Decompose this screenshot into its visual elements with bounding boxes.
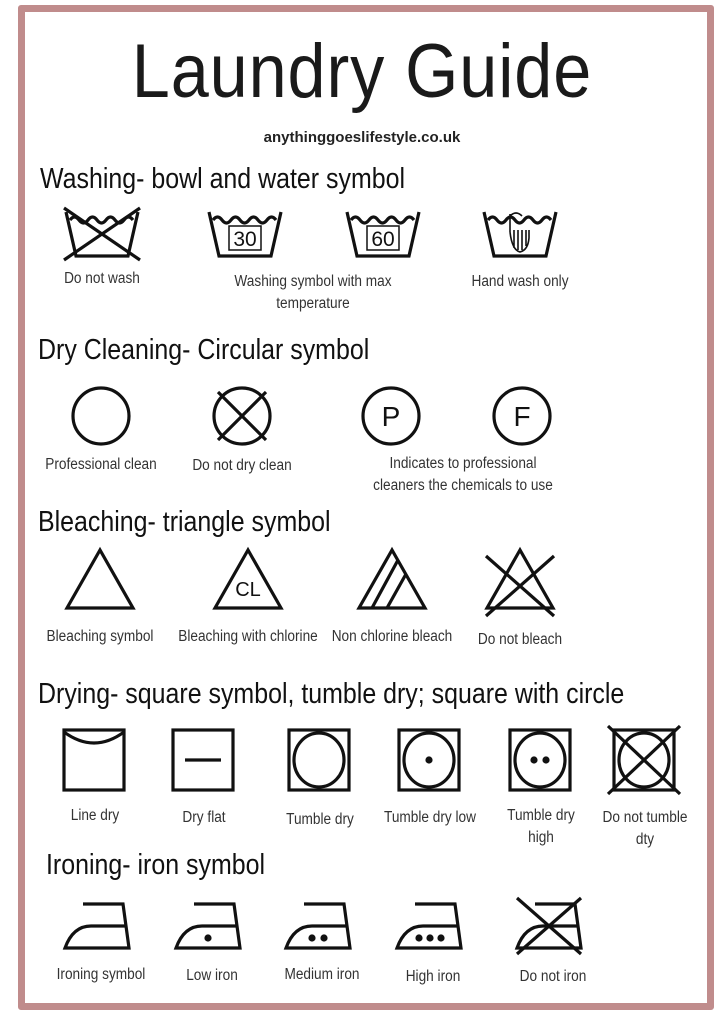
iron-2dot-icon	[282, 898, 362, 967]
symbol-label: Tumble dry high	[507, 807, 575, 846]
circle-f-icon	[482, 384, 562, 453]
iron-crossed-icon	[513, 898, 593, 967]
tub-60-icon	[343, 208, 423, 277]
symbol-label: Non chlorine bleach	[331, 628, 453, 645]
symbol-label: High iron	[405, 968, 461, 985]
page-title: Laundry Guide	[131, 29, 593, 114]
svg-text:60: 60	[371, 228, 395, 251]
symbol-label: Do not wash	[64, 270, 140, 287]
square-dry-flat-icon	[164, 728, 244, 797]
tub-30-icon	[205, 208, 285, 277]
symbol-label: Medium iron	[284, 966, 360, 983]
square-circle-icon	[280, 728, 360, 797]
symbol-label: Do not bleach	[477, 631, 563, 648]
symbol-label: Do not tumble dty	[602, 809, 688, 848]
triangle-striped-icon	[352, 546, 432, 615]
symbol-label: Do not dry clean	[192, 457, 292, 474]
heading-washing: Washing- bowl and water symbol	[40, 163, 406, 195]
iron-3dot-icon	[393, 898, 473, 967]
triangle-icon	[60, 546, 140, 615]
circle-p-icon	[351, 384, 431, 453]
symbol-label: Do not iron	[519, 968, 587, 985]
symbol-label: Tumble dry	[286, 811, 354, 828]
website-credit: anythinggoeslifestyle.co.uk	[263, 129, 461, 146]
symbol-label: Hand wash only	[471, 273, 569, 290]
svg-text:30: 30	[233, 228, 257, 251]
iron-icon	[61, 898, 141, 967]
heading-drying: Drying- square symbol, tumble dry; square with circle	[38, 678, 625, 710]
svg-text:F: F	[513, 401, 531, 432]
symbol-label: Ironing symbol	[56, 966, 146, 983]
heading-ironing: Ironing- iron symbol	[46, 849, 266, 881]
shared-symbol-label: Indicates to professional cleaners the chemicals to use	[373, 455, 553, 494]
heading-dry-cleaning: Dry Cleaning- Circular symbol	[38, 334, 370, 366]
circle-icon	[61, 384, 141, 453]
symbol-label: Line dry	[70, 807, 120, 824]
triangle-crossed-icon	[480, 546, 560, 615]
tub-hand-icon	[480, 208, 560, 277]
circle-crossed-icon	[202, 384, 282, 453]
square-line-dry-icon	[55, 728, 135, 797]
triangle-cl-icon	[208, 546, 288, 615]
tub-crossed-icon	[62, 208, 142, 277]
iron-1dot-icon	[172, 898, 252, 967]
svg-text:CL: CL	[235, 579, 261, 601]
heading-bleaching: Bleaching- triangle symbol	[38, 506, 331, 538]
symbol-label: Bleaching with chlorine	[178, 628, 318, 645]
symbol-label: Low iron	[186, 967, 238, 984]
square-circle-1dot-icon	[390, 728, 470, 797]
shared-symbol-label: Washing symbol with max temperature	[234, 273, 392, 312]
symbol-label: Tumble dry low	[384, 809, 476, 826]
square-circle-crossed-icon	[605, 728, 685, 797]
symbol-label: Dry flat	[182, 809, 226, 826]
symbol-label: Bleaching symbol	[46, 628, 154, 645]
symbol-label: Professional clean	[45, 456, 157, 473]
square-circle-2dot-icon	[501, 728, 581, 797]
svg-text:P: P	[381, 401, 401, 432]
